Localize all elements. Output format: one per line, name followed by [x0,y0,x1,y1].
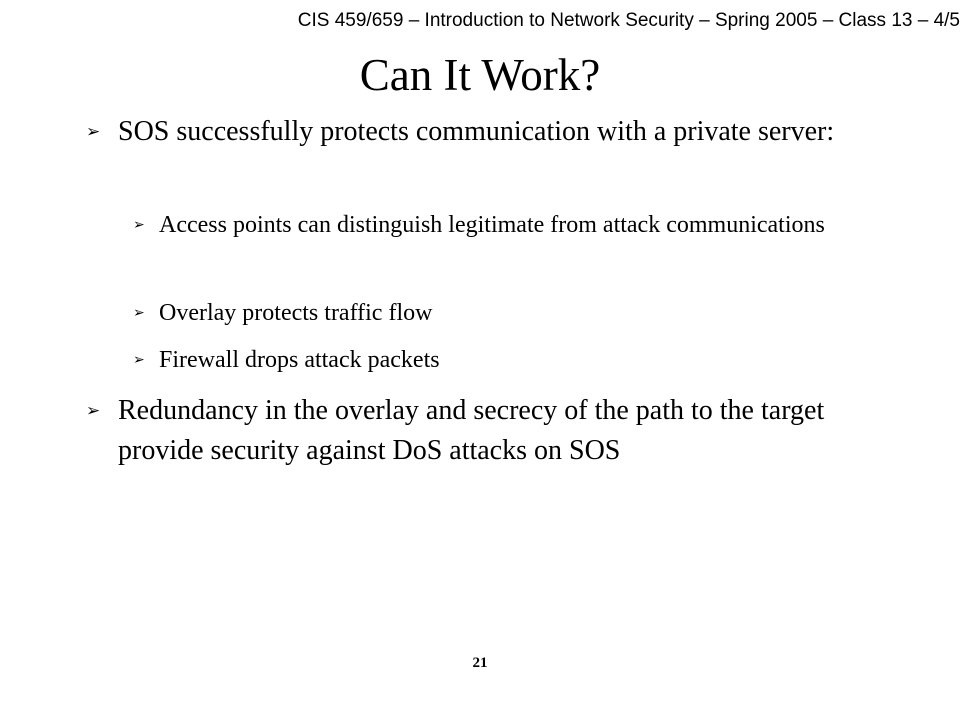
arrowhead-bullet-icon: ➢ [86,122,101,142]
bullet-text: Redundancy in the overlay and secrecy of the path to the target provide security against DoS attacks on SOS [118,395,825,466]
bullet-text: SOS successfully protects communication with a private server: [118,116,835,147]
page-number: 21 [472,655,488,671]
bullet-item [86,112,886,152]
arrowhead-bullet-icon: ➢ [133,305,145,321]
bullet-item [86,391,886,471]
sub-bullet-item [133,296,853,330]
arrowhead-bullet-icon: ➢ [133,217,145,233]
sub-bullet-text: Access points can distinguish legitimate from attack communications [159,212,825,238]
sub-bullet-text: Overlay protects traffic flow [159,300,433,326]
arrowhead-bullet-icon: ➢ [86,401,101,421]
sub-bullet-item [133,208,853,242]
arrowhead-bullet-icon: ➢ [133,352,145,368]
sub-bullet-item [133,343,853,377]
slide-title: Can It Work? [359,50,601,100]
sub-bullet-text: Firewall drops attack packets [159,347,440,373]
course-header: CIS 459/659 – Introduction to Network Security – Spring 2005 – Class 13 – 4/5 [297,10,960,31]
